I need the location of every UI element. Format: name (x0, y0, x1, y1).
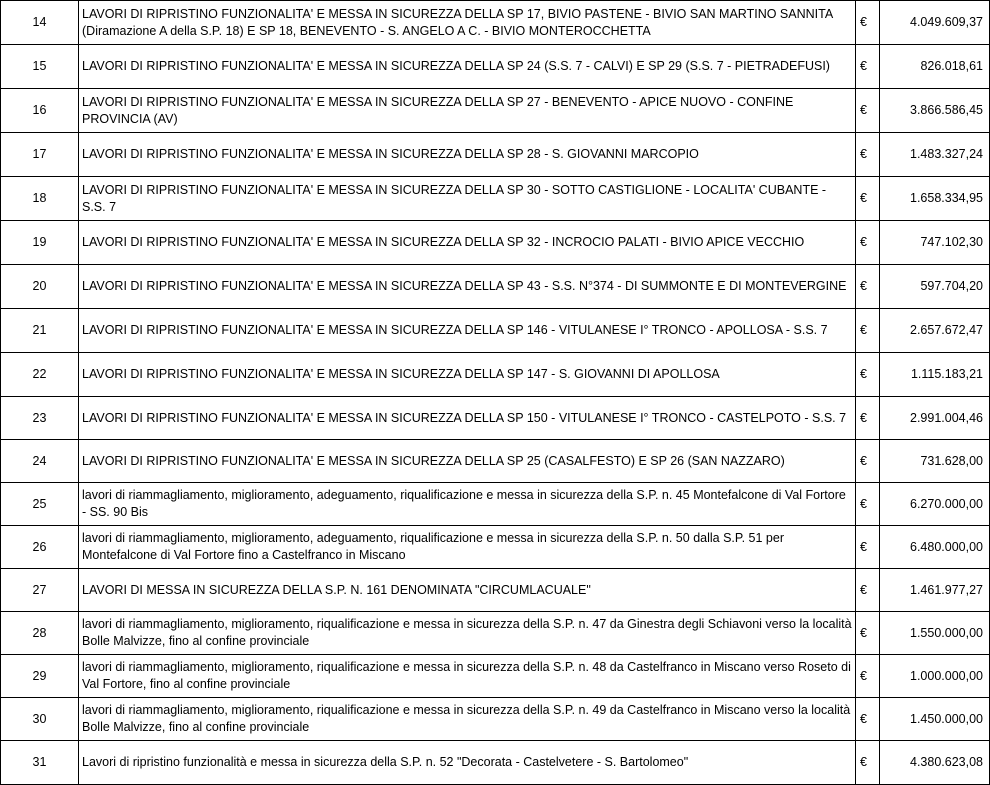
work-description[interactable]: LAVORI DI RIPRISTINO FUNZIONALITA' E MESSA IN SICUREZZA DELLA SP 27 - BENEVENTO - APICE NUOVO - CONFINE PROVINCIA (AV) (79, 89, 856, 133)
currency-symbol[interactable]: € (856, 569, 880, 612)
row-number[interactable]: 24 (1, 440, 79, 483)
amount-value[interactable]: 826.018,61 (880, 45, 990, 89)
currency-symbol[interactable]: € (856, 440, 880, 483)
currency-symbol[interactable]: € (856, 526, 880, 569)
table-row (1, 1, 990, 45)
row-number[interactable]: 18 (1, 177, 79, 221)
table-row (1, 569, 990, 612)
table-row (1, 221, 990, 265)
table-row (1, 45, 990, 89)
amount-value[interactable]: 4.049.609,37 (880, 1, 990, 45)
work-description[interactable]: LAVORI DI RIPRISTINO FUNZIONALITA' E MESSA IN SICUREZZA DELLA SP 147 - S. GIOVANNI DI APOLLOSA (79, 353, 856, 397)
row-number[interactable]: 25 (1, 483, 79, 526)
currency-symbol[interactable]: € (856, 1, 880, 45)
table-row (1, 309, 990, 353)
row-number[interactable]: 28 (1, 612, 79, 655)
work-description[interactable]: LAVORI DI RIPRISTINO FUNZIONALITA' E MESSA IN SICUREZZA DELLA SP 150 - VITULANESE I° TRONCO - CASTELPOTO - S.S. 7 (79, 397, 856, 440)
row-number[interactable]: 16 (1, 89, 79, 133)
row-number[interactable]: 31 (1, 741, 79, 785)
amount-value[interactable]: 731.628,00 (880, 440, 990, 483)
work-description[interactable]: LAVORI DI RIPRISTINO FUNZIONALITA' E MESSA IN SICUREZZA DELLA SP 28 - S. GIOVANNI MARCOPIO (79, 133, 856, 177)
table-row (1, 440, 990, 483)
amount-value[interactable]: 2.991.004,46 (880, 397, 990, 440)
currency-symbol[interactable]: € (856, 309, 880, 353)
row-number[interactable]: 27 (1, 569, 79, 612)
currency-symbol[interactable]: € (856, 397, 880, 440)
work-description[interactable]: LAVORI DI RIPRISTINO FUNZIONALITA' E MESSA IN SICUREZZA DELLA SP 30 - SOTTO CASTIGLIONE - LOCALITA' CUBANTE - S.S. 7 (79, 177, 856, 221)
table-row (1, 526, 990, 569)
row-number[interactable]: 30 (1, 698, 79, 741)
amount-value[interactable]: 6.270.000,00 (880, 483, 990, 526)
currency-symbol[interactable]: € (856, 483, 880, 526)
work-description[interactable]: LAVORI DI RIPRISTINO FUNZIONALITA' E MESSA IN SICUREZZA DELLA SP 25 (CASALFESTO) E SP 26 (SAN NAZZARO) (79, 440, 856, 483)
table-row (1, 483, 990, 526)
currency-symbol[interactable]: € (856, 741, 880, 785)
work-description[interactable]: LAVORI DI RIPRISTINO FUNZIONALITA' E MESSA IN SICUREZZA DELLA SP 17, BIVIO PASTENE - BIVIO SAN MARTINO SANNITA (Diramazione A della S.P. 18) E SP 18, BENEVENTO - S. ANGELO A C. - BIVIO MONTEROCCHETTA (79, 1, 856, 45)
work-description[interactable]: LAVORI DI RIPRISTINO FUNZIONALITA' E MESSA IN SICUREZZA DELLA SP 32 - INCROCIO PALATI - BIVIO APICE VECCHIO (79, 221, 856, 265)
row-number[interactable]: 17 (1, 133, 79, 177)
amount-value[interactable]: 4.380.623,08 (880, 741, 990, 785)
table-row (1, 89, 990, 133)
currency-symbol[interactable]: € (856, 89, 880, 133)
currency-symbol[interactable]: € (856, 353, 880, 397)
amount-value[interactable]: 1.550.000,00 (880, 612, 990, 655)
work-description[interactable]: LAVORI DI RIPRISTINO FUNZIONALITA' E MESSA IN SICUREZZA DELLA SP 24 (S.S. 7 - CALVI) E SP 29 (S.S. 7 - PIETRADEFUSI) (79, 45, 856, 89)
amount-value[interactable]: 2.657.672,47 (880, 309, 990, 353)
table-row (1, 397, 990, 440)
currency-symbol[interactable]: € (856, 265, 880, 309)
currency-symbol[interactable]: € (856, 655, 880, 698)
work-description[interactable]: lavori di riammagliamento, miglioramento, adeguamento, riqualificazione e messa in sicurezza della S.P. n. 50 dalla S.P. 51 per Montefalcone di Val Fortore fino a Castelfranco in Miscano (79, 526, 856, 569)
table-row (1, 612, 990, 655)
work-description[interactable]: Lavori di ripristino funzionalità e messa in sicurezza della S.P. n. 52 "Decorata - Castelvetere - S. Bartolomeo" (79, 741, 856, 785)
table-row (1, 265, 990, 309)
amount-value[interactable]: 1.115.183,21 (880, 353, 990, 397)
currency-symbol[interactable]: € (856, 45, 880, 89)
amount-value[interactable]: 1.658.334,95 (880, 177, 990, 221)
currency-symbol[interactable]: € (856, 221, 880, 265)
row-number[interactable]: 14 (1, 1, 79, 45)
work-description[interactable]: LAVORI DI MESSA IN SICUREZZA DELLA S.P. N. 161 DENOMINATA "CIRCUMLACUALE" (79, 569, 856, 612)
table-row (1, 698, 990, 741)
work-description[interactable]: LAVORI DI RIPRISTINO FUNZIONALITA' E MESSA IN SICUREZZA DELLA SP 43 - S.S. N°374 - DI SUMMONTE E DI MONTEVERGINE (79, 265, 856, 309)
amount-value[interactable]: 597.704,20 (880, 265, 990, 309)
amount-value[interactable]: 747.102,30 (880, 221, 990, 265)
work-description[interactable]: lavori di riammagliamento, miglioramento, riqualificazione e messa in sicurezza della S.P. n. 47 da Ginestra degli Schiavoni verso la località Bolle Malvizze, fino al confine provinciale (79, 612, 856, 655)
row-number[interactable]: 15 (1, 45, 79, 89)
row-number[interactable]: 21 (1, 309, 79, 353)
work-description[interactable]: lavori di riammagliamento, miglioramento, riqualificazione e messa in sicurezza della S.P. n. 48 da Castelfranco in Miscano verso Roseto di Val Fortore, fino al confine provinciale (79, 655, 856, 698)
table-row (1, 741, 990, 785)
row-number[interactable]: 19 (1, 221, 79, 265)
currency-symbol[interactable]: € (856, 698, 880, 741)
row-number[interactable]: 23 (1, 397, 79, 440)
currency-symbol[interactable]: € (856, 133, 880, 177)
work-description[interactable]: LAVORI DI RIPRISTINO FUNZIONALITA' E MESSA IN SICUREZZA DELLA SP 146 - VITULANESE I° TRONCO - APOLLOSA - S.S. 7 (79, 309, 856, 353)
amount-value[interactable]: 1.000.000,00 (880, 655, 990, 698)
table-row (1, 353, 990, 397)
currency-symbol[interactable]: € (856, 177, 880, 221)
work-description[interactable]: lavori di riammagliamento, miglioramento, adeguamento, riqualificazione e messa in sicurezza della S.P. n. 45 Montefalcone di Val Fortore - SS. 90 Bis (79, 483, 856, 526)
amount-value[interactable]: 1.450.000,00 (880, 698, 990, 741)
row-number[interactable]: 26 (1, 526, 79, 569)
work-description[interactable]: lavori di riammagliamento, miglioramento, riqualificazione e messa in sicurezza della S.P. n. 49 da Castelfranco in Miscano verso la località Bolle Malvizze, fino al confine provinciale (79, 698, 856, 741)
row-number[interactable]: 22 (1, 353, 79, 397)
amount-value[interactable]: 1.483.327,24 (880, 133, 990, 177)
currency-symbol[interactable]: € (856, 612, 880, 655)
row-number[interactable]: 29 (1, 655, 79, 698)
table-row (1, 655, 990, 698)
table-row (1, 133, 990, 177)
row-number[interactable]: 20 (1, 265, 79, 309)
table-row (1, 177, 990, 221)
amount-value[interactable]: 3.866.586,45 (880, 89, 990, 133)
amount-value[interactable]: 6.480.000,00 (880, 526, 990, 569)
amount-value[interactable]: 1.461.977,27 (880, 569, 990, 612)
